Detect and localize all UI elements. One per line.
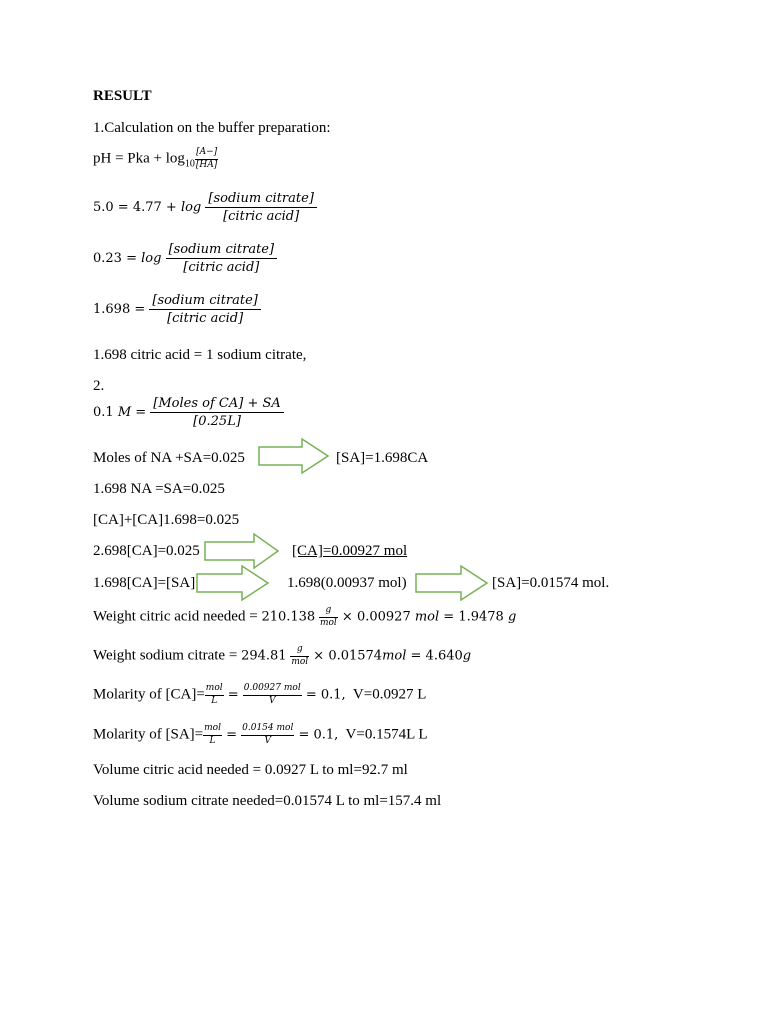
molarity-sa-frac1	[203, 724, 222, 746]
ph-fraction	[195, 148, 218, 170]
ph-fraction-num: [A−]	[196, 147, 218, 157]
equation-c-den: [citric acid]	[149, 309, 261, 325]
ratio-line: 1.698 citric acid = 1 sodium citrate,	[93, 347, 307, 363]
sa-row-left: 1.698[CA]=[SA]	[93, 575, 196, 591]
molarity-sa-frac2-den: V	[241, 735, 294, 746]
molarity-sa-result: = 0.1,	[294, 727, 339, 743]
equation-b-den: [citric acid]	[166, 258, 278, 274]
molarity-ca-label: Molarity of [CA]=	[93, 686, 205, 703]
molarity-ca-vol: V=0.0927 L	[345, 686, 427, 703]
weight-sa-rest-g: g	[462, 648, 472, 664]
molarity-ca: Molarity of [CA]= $\frac{\text{mol}}{L}$ = $\frac{\text{0.00927 mol}}{V}$ = 0.1, V=0.0927 L	[93, 683, 427, 706]
equation-c-lhs: 1.698 =	[93, 302, 150, 317]
molarity-sa-label: Molarity of [SA]=	[93, 726, 204, 743]
weight-sa-unit-den: mol	[291, 657, 309, 667]
equation-c-num: [sodium citrate]	[152, 293, 258, 308]
ph-equation-sub: 10	[184, 158, 195, 170]
molarity-ca-result: = 0.1,	[301, 687, 346, 703]
molarity-sa-frac1-den: L	[203, 735, 222, 746]
moles-left: Moles of NA +SA=0.025	[93, 450, 245, 466]
molarity-ca-frac2-num: 0.00927 mol	[243, 683, 301, 693]
weight-ca-unit	[319, 606, 338, 628]
equation-b-fraction	[166, 243, 278, 274]
sa-row-right: [SA]=0.01574 mol.	[492, 575, 610, 591]
equation-d-num: [Moles of CA] + SA	[153, 396, 281, 411]
equation-b-lhs: 0.23 =	[93, 251, 142, 266]
equation-d-lhs: 0.1	[93, 405, 118, 420]
equation-c	[93, 294, 261, 325]
weight-sa-value: 294.81	[241, 648, 287, 664]
equation-a-fraction	[205, 192, 317, 223]
weight-sa-label: Weight sodium citrate =	[93, 647, 242, 664]
arrow-right-icon	[196, 565, 270, 601]
molarity-sa-frac2	[241, 724, 294, 746]
molarity-ca-frac2-den: V	[243, 695, 302, 706]
equation-a-den: [citric acid]	[205, 207, 317, 223]
molarity-sa-frac2-num: 0.0154 mol	[242, 723, 294, 733]
sa-row-middle: 1.698(0.00937 mol)	[287, 575, 407, 591]
volume-sodium-citrate: Volume sodium citrate needed=0.01574 L to ml=157.4 ml	[93, 793, 442, 809]
equation-d-eq: =	[131, 405, 151, 420]
weight-ca-unit-den: mol	[319, 618, 337, 628]
ph-equation	[93, 148, 218, 170]
arrow-right-icon	[204, 533, 280, 569]
equation-d-unit: M	[117, 405, 132, 420]
weight-sa-rest-pre: × 0.01574	[309, 648, 383, 664]
ph-equation-lhs: pH = Pka + log	[93, 150, 185, 167]
weight-citric-acid	[93, 606, 516, 628]
molarity-ca-frac2	[243, 684, 302, 706]
weight-ca-unit-num: g	[325, 605, 332, 615]
molarity-ca-frac1-den: L	[205, 695, 224, 706]
equation-a-num: [sodium citrate]	[208, 191, 314, 206]
weight-sa-unit-num: g	[296, 644, 303, 654]
weight-sodium-citrate	[93, 645, 471, 667]
equation-c-fraction	[149, 294, 261, 325]
result-heading: RESULT	[93, 88, 152, 104]
ca-row-right: [CA]=0.00927 mol	[292, 543, 408, 559]
molarity-ca-frac1-num: mol	[205, 683, 223, 693]
arrow-right-icon	[258, 438, 330, 474]
weight-sa-rest-unit: mol	[382, 648, 407, 664]
na-line: 1.698 NA =SA=0.025	[93, 481, 225, 497]
weight-ca-rest-unit: mol	[414, 609, 440, 625]
weight-ca-label: Weight citric acid needed =	[93, 608, 262, 625]
equation-b-log: log	[141, 251, 162, 266]
equation-a-lhs: 5.0 = 4.77 +	[93, 200, 181, 215]
weight-ca-rest-eq: = 1.9478	[439, 609, 508, 625]
equation-a-log: log	[180, 200, 202, 215]
weight-ca-rest-g: g	[507, 609, 517, 625]
equation-b-num: [sodium citrate]	[168, 242, 275, 257]
volume-citric-acid: Volume citric acid needed = 0.0927 L to ml=92.7 ml	[93, 762, 408, 778]
section-2-title: 2.	[93, 378, 105, 394]
molarity-sa-vol: V=0.1574L L	[338, 726, 428, 743]
equation-b	[93, 243, 277, 274]
molarity-sa: Molarity of [SA]= $\frac{\text{mol}}{L}$ = $\frac{\text{0.0154 mol}}{V}$ = 0.1, V=0.1574L L	[93, 723, 428, 746]
weight-ca-rest-pre: × 0.00927	[337, 609, 415, 625]
equation-d	[93, 397, 284, 428]
molarity-sa-frac1-num: mol	[204, 723, 221, 733]
equation-a	[93, 192, 317, 223]
molarity-ca-frac1	[205, 684, 224, 706]
equation-d-den: [0.25L]	[150, 412, 284, 428]
equation-d-fraction	[150, 397, 284, 428]
ca-sum-line: [CA]+[CA]1.698=0.025	[93, 512, 240, 528]
arrow-right-icon	[415, 565, 489, 601]
ph-fraction-den: [HA]	[195, 160, 218, 170]
weight-ca-value: 210.138	[261, 609, 316, 625]
weight-sa-rest-eq: = 4.640	[406, 648, 463, 664]
moles-right: [SA]=1.698CA	[336, 450, 429, 466]
section-1-title: 1.Calculation on the buffer preparation:	[93, 120, 331, 136]
ca-row-left: 2.698[CA]=0.025	[93, 543, 200, 559]
weight-sa-unit	[290, 645, 309, 667]
